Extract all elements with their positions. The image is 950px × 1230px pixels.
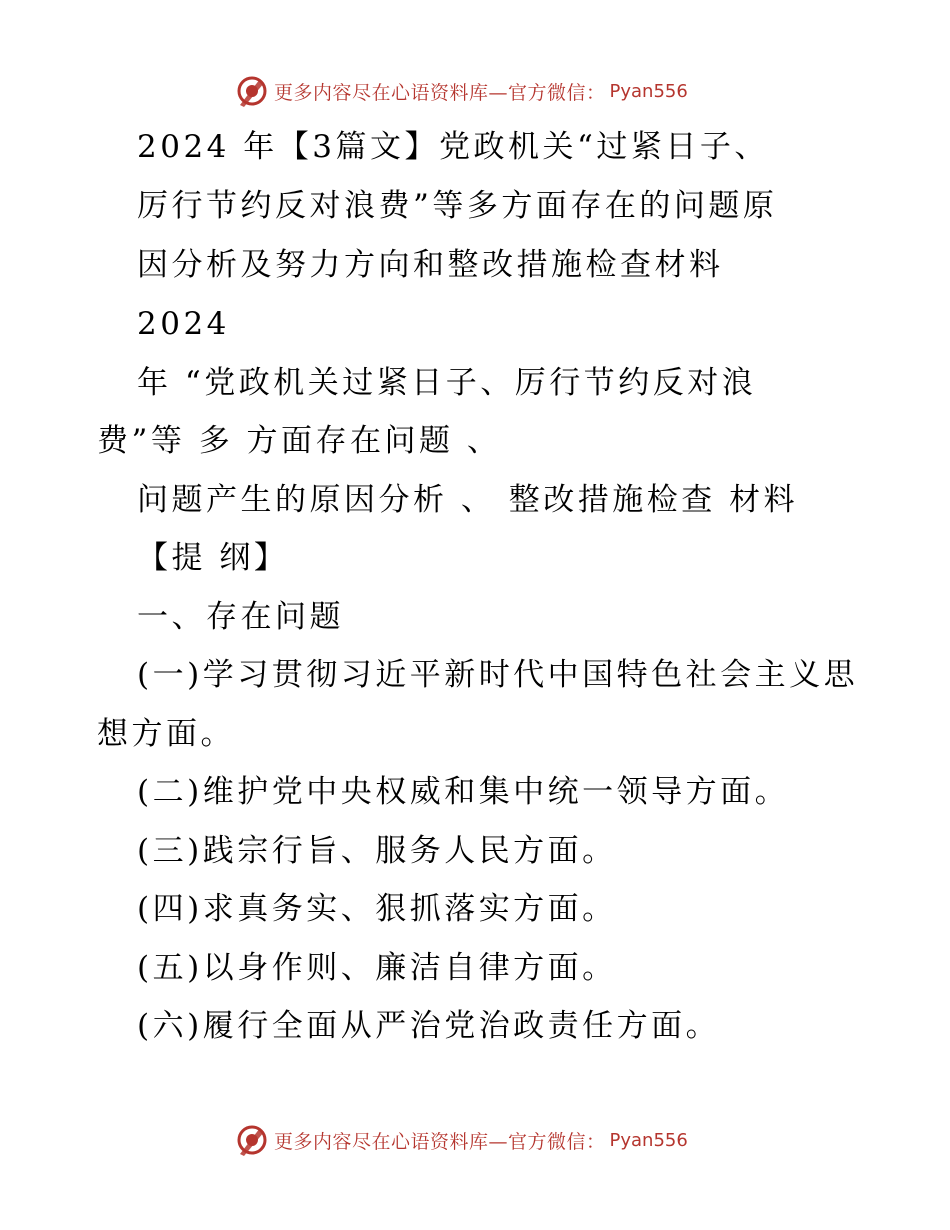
watermark-contact: Pyan556: [609, 80, 688, 102]
outline-heading: 【提 纲】: [137, 540, 289, 576]
outline-item-1: (一)学习贯彻习近平新时代中国特色社会主义思: [137, 657, 859, 693]
header-watermark: [234, 71, 688, 111]
subtitle-line-2: 年 “党政机关过紧日子、厉行节约反对浪: [137, 365, 757, 401]
watermark-text: 更多内容尽在心语资料库—官方微信：: [274, 1130, 606, 1153]
subtitle-line-3: 费”等 多 方面存在问题 、: [97, 423, 502, 459]
outline-item-5: (五)以身作则、廉洁自律方面。: [137, 950, 617, 986]
title-line-1: 2024 年【3篇文】党政机关“过紧日子、: [137, 129, 769, 165]
outline-item-3: (三)践宗行旨、服务人民方面。: [137, 833, 617, 869]
outline-item-2: (二)维护党中央权威和集中统一领导方面。: [137, 774, 790, 810]
outline-item-6: (六)履行全面从严治党治政责任方面。: [137, 1008, 721, 1044]
outline-item-1-cont: 想方面。: [97, 716, 235, 752]
outline-item-4: (四)求真务实、狠抓落实方面。: [137, 891, 617, 927]
watermark-text: 更多内容尽在心语资料库—官方微信：: [274, 81, 606, 104]
subtitle-line-4: 问题产生的原因分析 、 整改措施检查 材料: [137, 482, 799, 518]
pen-logo-icon: [234, 1122, 270, 1158]
pen-logo-icon: [234, 73, 270, 109]
title-line-2: 厉行节约反对浪费”等多方面存在的问题原: [137, 188, 778, 224]
watermark-contact: Pyan556: [609, 1129, 688, 1151]
footer-watermark: [234, 1120, 688, 1160]
section-heading: 一、存在问题: [137, 599, 344, 635]
title-line-3: 因分析及努力方向和整改措施检查材料: [137, 247, 724, 283]
subtitle-line-1: 2024: [137, 306, 230, 342]
